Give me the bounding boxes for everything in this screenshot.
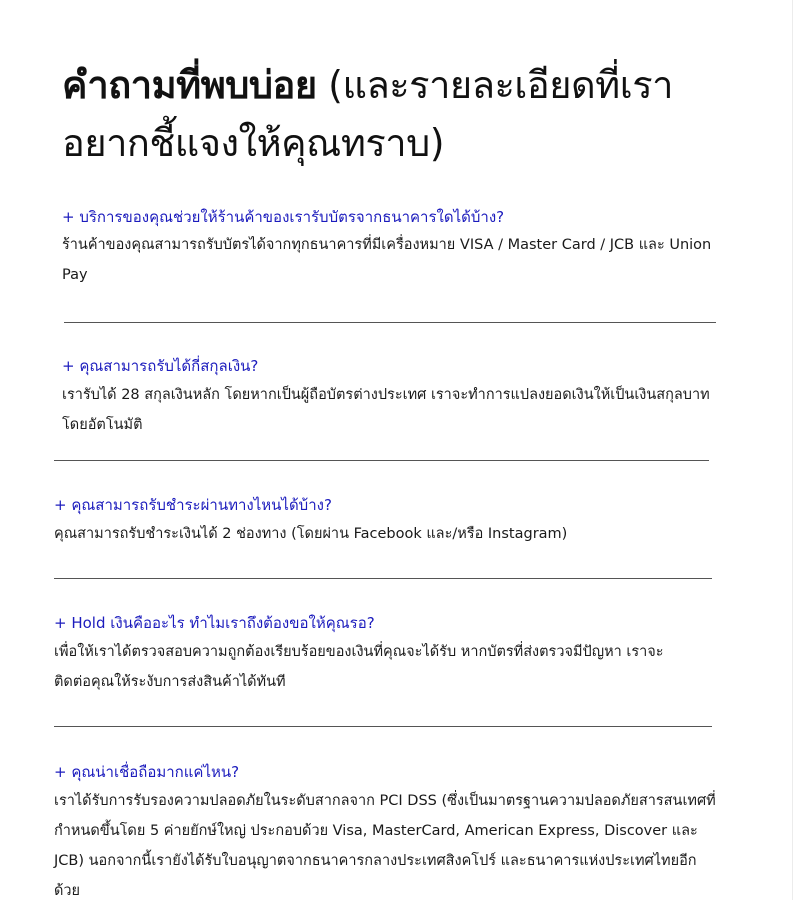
faq-divider — [54, 578, 712, 579]
faq-answer: เรารับได้ 28 สกุลเงินหลัก โดยหากเป็นผู้ถือบัตรต่างประเทศ เราจะทำการแปลงยอดเงินให้เป็นเงินสกุลบาทโดยอัตโนมัติ — [62, 387, 710, 433]
faq-divider — [54, 460, 709, 461]
right-edge-bar — [792, 0, 800, 900]
faq-question[interactable]: + คุณสามารถรับได้กี่สกุลเงิน? — [62, 357, 259, 375]
faq-answer: เพื่อให้เราได้ตรวจสอบความถูกต้องเรียบร้อยของเงินที่คุณจะได้รับ หากบัตรที่ส่งตรวจมีปัญหา เราจะติดต่อคุณให้ระงับการส่งสินค้าได้ทันที — [54, 644, 664, 690]
faq-answer: ร้านค้าของคุณสามารถรับบัตรได้จากทุกธนาคารที่มีเครื่องหมาย VISA / Master Card / JCB และ Union Pay — [62, 237, 712, 283]
faq-question[interactable]: + บริการของคุณช่วยให้ร้านค้าของเรารับบัตรจากธนาคารใดได้บ้าง? — [62, 208, 505, 226]
faq-item-trust — [54, 761, 716, 900]
faq-divider — [64, 322, 716, 323]
faq-question[interactable]: + Hold เงินคืออะไร ทำไมเราถึงต้องขอให้คุณรอ? — [54, 614, 375, 632]
faq-item-bank-cards — [62, 206, 722, 290]
faq-question[interactable]: + คุณน่าเชื่อถือมากแค่ไหน? — [54, 763, 240, 781]
faq-answer: คุณสามารถรับชำระเงินได้ 2 ช่องทาง (โดยผ่าน Facebook และ/หรือ Instagram) — [54, 526, 568, 542]
page-title-rest: (และรายละเอียดที่เราอยากชี้แจงให้คุณทราบ) — [62, 63, 673, 165]
faq-item-hold-funds — [54, 612, 694, 697]
faq-item-payment-channels — [54, 494, 714, 549]
page-title — [62, 56, 722, 172]
page-title-bold: คำถามที่พบบ่อย — [62, 63, 317, 107]
faq-item-currencies — [62, 355, 714, 440]
faq-divider — [54, 726, 712, 727]
faq-answer: เราได้รับการรับรองความปลอดภัยในระดับสากลจาก PCI DSS (ซึ่งเป็นมาตรฐานความปลอดภัยสารสนเทศที่กำหนดขึ้นโดย 5 ค่ายยักษ์ใหญ่ ประกอบด้วย Visa, MasterCard, American Express, Discover และ JCB) นอกจากนี้เรายังได้รับใบอนุญาตจากธนาคารกลางประเทศสิงคโปร์ และธนาคารแห่งประเทศไทยอีกด้วย — [54, 793, 716, 899]
faq-question[interactable]: + คุณสามารถรับชำระผ่านทางไหนได้บ้าง? — [54, 496, 332, 514]
